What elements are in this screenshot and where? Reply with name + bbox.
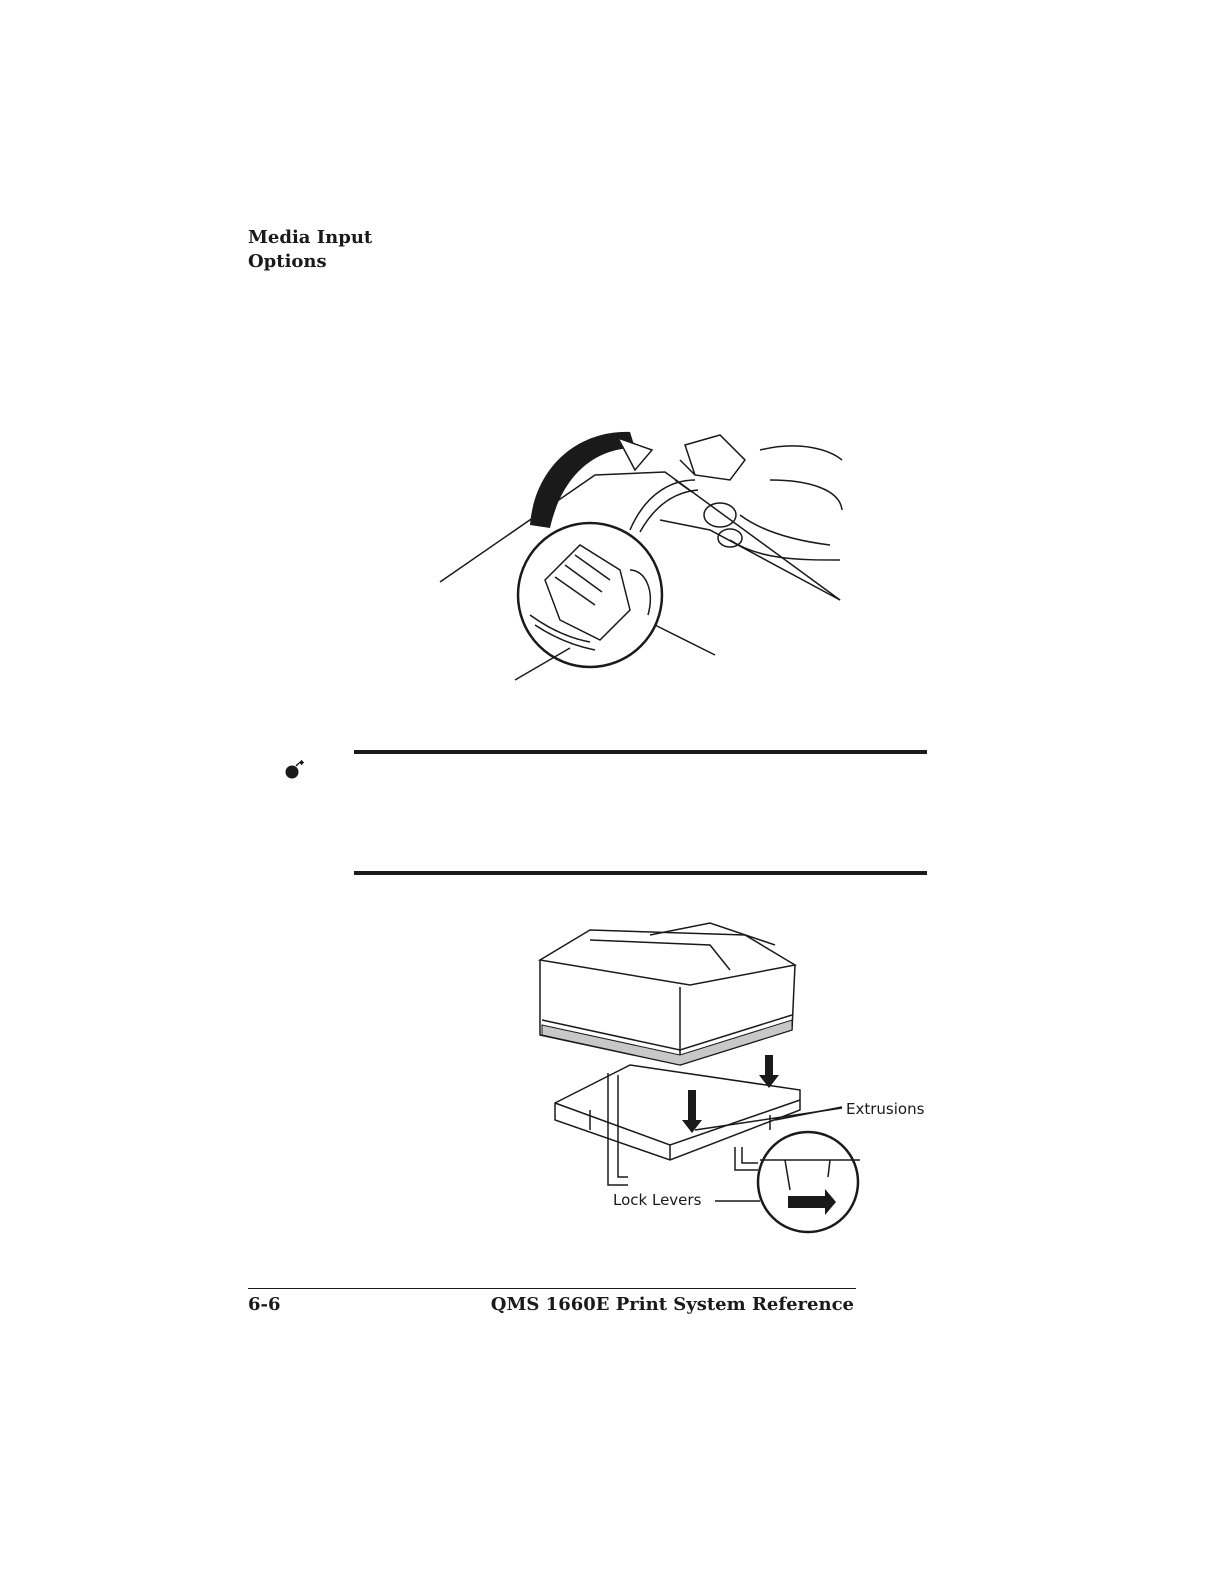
- section-title-line-2: Options: [248, 251, 327, 272]
- lock-levers-label: Lock Levers: [613, 1191, 702, 1209]
- cable-connector-figure: [430, 420, 850, 690]
- section-title: [248, 226, 372, 274]
- section-title-line-1: Media Input: [248, 227, 373, 248]
- warning-bottom-rule: [354, 871, 927, 875]
- bomb-icon: [284, 760, 306, 780]
- footer-rule: [248, 1288, 856, 1289]
- warning-top-rule: [354, 750, 927, 754]
- document-title: QMS 1660E Print System Reference: [490, 1294, 854, 1315]
- printer-feeder-figure: [530, 915, 930, 1235]
- page-number: 6-6: [248, 1294, 281, 1315]
- extrusions-label: Extrusions: [846, 1100, 925, 1118]
